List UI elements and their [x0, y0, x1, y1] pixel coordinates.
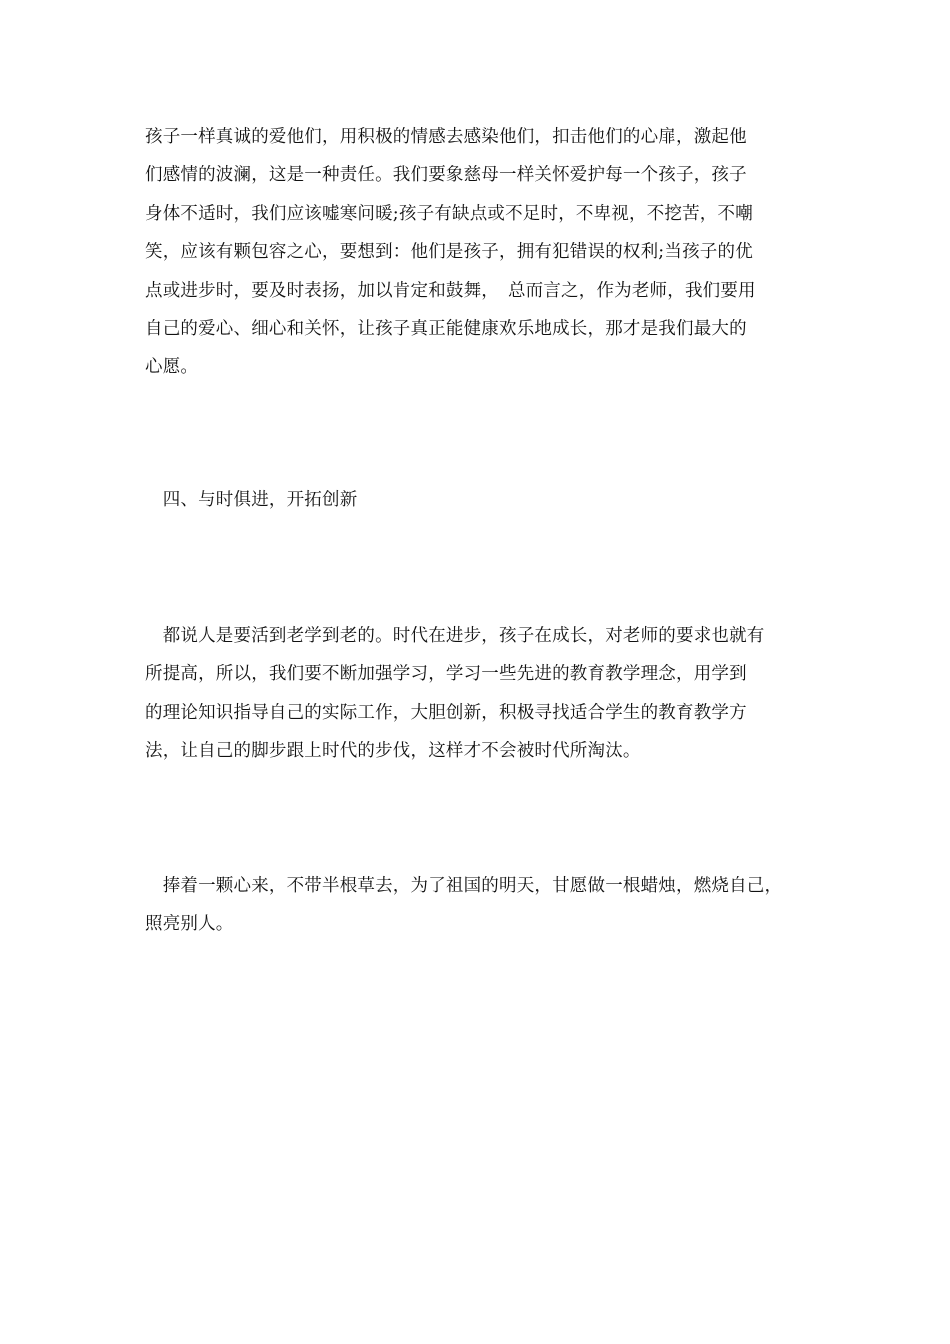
paragraph-lifelong-learning	[145, 617, 765, 771]
paragraph-line: 自己的爱心、细心和关怀，让孩子真正能健康欢乐地成长，那才是我们最大的	[145, 318, 747, 339]
paragraph-line: 捧着一颗心来，不带半根草去，为了祖国的明天，甘愿做一根蜡烛，燃烧自己，	[145, 876, 783, 896]
paragraph-line: 所提高，所以，我们要不断加强学习，学习一些先进的教育教学理念，用学到	[145, 664, 747, 685]
paragraph-line: 照亮别人。	[145, 914, 234, 935]
paragraph-line: 心愿。	[145, 357, 199, 378]
paragraph-line: 身体不适时，我们应该嘘寒问暖;孩子有缺点或不足时，不卑视，不挖苦，不嘲	[145, 203, 753, 224]
paragraph-line: 的理论知识指导自己的实际工作，大胆创新，积极寻找适合学生的教育教学方	[145, 702, 747, 723]
paragraph-line: 孩子一样真诚的爱他们，用积极的情感去感染他们，扣击他们的心扉，激起他	[145, 127, 747, 147]
section-heading-text: 四、与时俱进，开拓创新	[145, 490, 358, 510]
paragraph-line: 们感情的波澜，这是一种责任。我们要象慈母一样关怀爱护每一个孩子，孩子	[145, 165, 747, 186]
paragraph-line: 法，让自己的脚步跟上时代的步伐，这样才不会被时代所淘汰。	[145, 741, 641, 762]
paragraph-responsibility	[145, 118, 756, 387]
paragraph-line: 都说人是要活到老学到老的。时代在进步，孩子在成长，对老师的要求也就有	[145, 626, 765, 646]
section-heading	[145, 481, 357, 519]
paragraph-line: 点或进步时，要及时表扬，加以肯定和鼓舞， 总而言之，作为老师，我们要用	[145, 280, 756, 301]
paragraph-closing	[145, 867, 782, 944]
paragraph-line: 笑，应该有颗包容之心，要想到：他们是孩子，拥有犯错误的权利;当孩子的优	[145, 242, 753, 263]
